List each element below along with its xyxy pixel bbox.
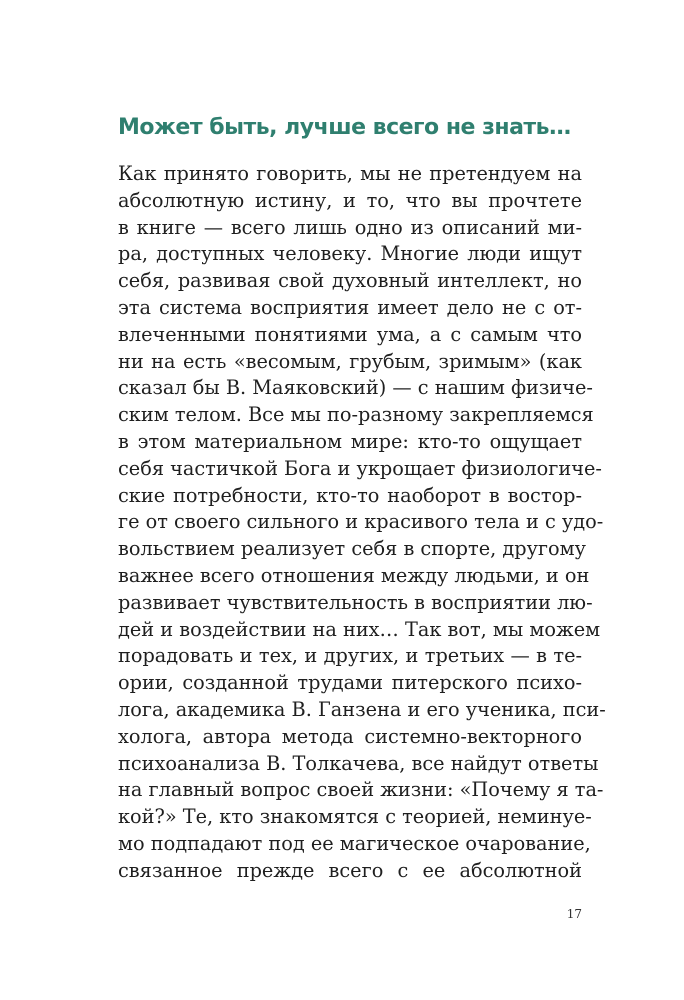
text-line: ским телом. Все мы по-разному закрепляемся bbox=[118, 403, 594, 427]
text-line: мо подпадают под ее магическое очарование, bbox=[118, 831, 591, 855]
text-line: холога, автора метода системно-векторного bbox=[118, 724, 582, 748]
section-heading: Может быть, лучше всего не знать… bbox=[118, 115, 571, 140]
text-line: лога, академика В. Ганзена и его ученика, пси- bbox=[118, 697, 606, 721]
text-line: важнее всего отношения между людьми, и он bbox=[118, 563, 590, 587]
text-line: в книге — всего лишь одно из описаний ми- bbox=[118, 215, 582, 239]
text-line: развивает чувствительность в восприятии лю- bbox=[118, 590, 593, 614]
text-line: ские потребности, кто-то наоборот в востор- bbox=[118, 483, 582, 507]
text-line: связанное прежде всего с ее абсолютной bbox=[118, 858, 582, 882]
text-line: эта система восприятия имеет дело не с от- bbox=[118, 295, 582, 319]
text-line: себя, развивая свой духовный интеллект, но bbox=[118, 269, 582, 293]
text-line: сказал бы В. Маяковский) — с нашим физиче- bbox=[118, 376, 593, 400]
text-line: себя частичкой Бога и укрощает физиологиче- bbox=[118, 456, 602, 480]
text-line: абсолютную истину, и то, что вы прочтете bbox=[118, 188, 582, 212]
text-line: вольствием реализует себя в спорте, другому bbox=[118, 537, 586, 561]
text-line: дей и воздействии на них… Так вот, мы можем bbox=[118, 617, 601, 641]
text-line: Как принято говорить, мы не претендуем на bbox=[118, 162, 582, 185]
text-line: в этом материальном мире: кто-то ощущает bbox=[118, 429, 582, 453]
text-line: ни на есть «весомым, грубым, зримым» (как bbox=[118, 349, 582, 373]
text-line: ра, доступных человеку. Многие люди ищут bbox=[118, 242, 582, 266]
text-line: психоанализа В. Толкачева, все найдут ответы bbox=[118, 751, 599, 775]
body-paragraph bbox=[118, 161, 606, 885]
text-line: ге от своего сильного и красивого тела и с удо- bbox=[118, 510, 604, 534]
text-line: на главный вопрос своей жизни: «Почему я та- bbox=[118, 778, 604, 802]
text-line: ории, созданной трудами питерского психо- bbox=[118, 671, 582, 695]
page-number: 17 bbox=[566, 907, 582, 921]
text-line: порадовать и тех, и других, и третьих — в те- bbox=[118, 644, 582, 668]
text-line: влеченными понятиями ума, а с самым что bbox=[118, 322, 582, 346]
text-line: кой?» Те, кто знакомятся с теорией, неминуе- bbox=[118, 805, 592, 829]
